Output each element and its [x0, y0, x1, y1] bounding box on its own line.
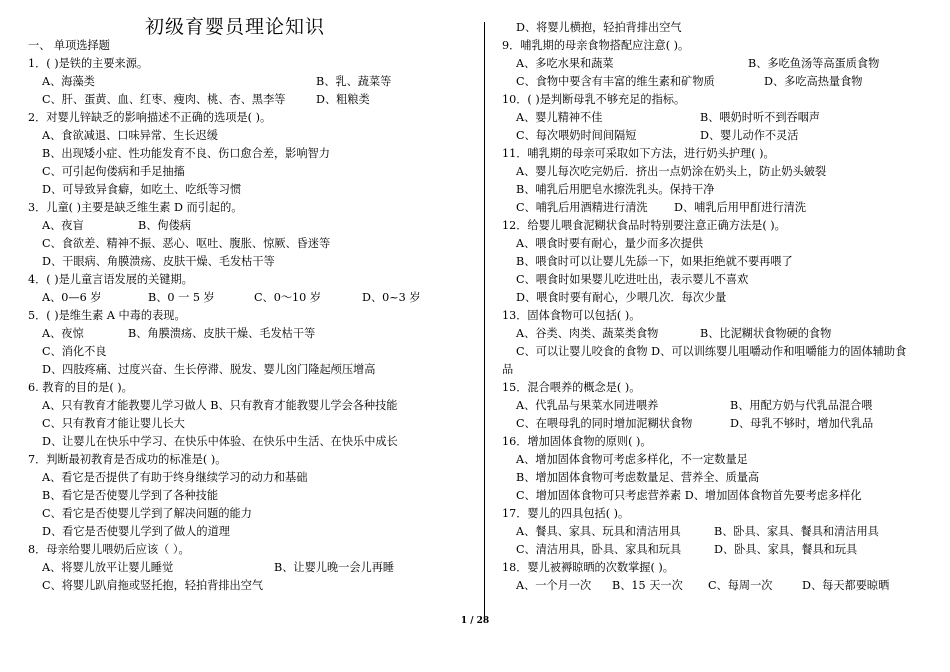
question-text: 16．增加固体食物的原则( )。 [502, 435, 652, 448]
question-text: 12．给婴儿喂食泥糊状食品时特别要注意正确方法是( )。 [502, 219, 786, 232]
option-text: B、多吃鱼汤等高蛋质食物 [748, 57, 880, 70]
option-text: B、比泥糊状食物硬的食物 [700, 327, 832, 340]
option-text: D、干眼病、角膜溃疡、皮肤干燥、毛发枯干等 [42, 255, 275, 268]
question-text: 2．对婴儿锌缺乏的影响描述不正确的选项是( )。 [28, 111, 272, 124]
question-text: 5．( )是维生素 A 中毒的表现。 [28, 309, 186, 322]
question-text: 7．判断最初教育是否成功的标准是( )。 [28, 453, 227, 466]
option-text: A、只有教育才能教婴儿学习做人 B、只有教育才能教婴儿学会各种技能 [42, 399, 398, 412]
option-text: C、消化不良 [42, 345, 107, 358]
option-text: A、将婴儿放平让婴儿睡觉 [42, 561, 174, 574]
page-number: 1 / 28 [460, 616, 490, 626]
option-text: C、可以让婴儿咬食的食物 D、可以训练婴儿咀嚼动作和咀嚼能力的固体辅助食 [516, 345, 907, 358]
option-text: C、肝、蛋黄、血、红枣、瘦肉、桃、杏、黑李等 [42, 93, 286, 106]
question-text: 13．固体食物可以包括( )。 [502, 309, 641, 322]
option-text: B、用配方奶与代乳品混合喂 [730, 399, 873, 412]
question-text: 8．母亲给婴儿喂奶后应该（ ）。 [28, 543, 190, 556]
question-text: 10．( )是判断母乳不够充足的指标。 [502, 93, 686, 106]
option-text: A、婴儿每次吃完奶后．挤出一点奶涂在奶头上，防止奶头皴裂 [516, 165, 827, 178]
option-text: B、喂食时可以让婴儿先舔一下，如果拒绝就不要再喂了 [516, 255, 793, 268]
option-text: A、夜盲 [42, 219, 84, 232]
option-text: C、看它是否使婴儿学到了解决问题的能力 [42, 507, 252, 520]
option-text: A、婴儿精神不佳 [516, 111, 603, 124]
option-text: D、哺乳后用甲酊进行清洗 [674, 201, 807, 214]
option-text: A、夜惊 [42, 327, 84, 340]
option-text: A、餐具、家具、玩具和清洁用具 [516, 525, 681, 538]
option-text: B、乳、蔬菜等 [316, 75, 392, 88]
option-text: D、可导致异食癖，如吃土、吃纸等习惯 [42, 183, 242, 196]
option-text: B、15 天一次 [612, 579, 683, 592]
option-text: B、哺乳后用肥皂水擦洗乳头。保持干净 [516, 183, 715, 196]
option-text: D、将婴儿横抱，轻拍背排出空气 [516, 21, 682, 34]
option-text: D、每天都要晾晒 [802, 579, 890, 592]
option-text: C、食物中要含有丰富的维生素和矿物质 [516, 75, 715, 88]
option-text: B、角膜溃疡、皮肤干燥、毛发枯干等 [128, 327, 316, 340]
question-text: 18．婴儿被褥晾晒的次数掌握( )。 [502, 561, 674, 574]
option-text: A、代乳品与果菜水同进喂养 [516, 399, 659, 412]
question-text: 4．( )是儿童言语发展的关键期。 [28, 273, 193, 286]
option-text: B、卧具、家具、餐具和清洁用具 [714, 525, 879, 538]
option-text: C、每次喂奶时间间隔短 [516, 129, 637, 142]
option-text: C、哺乳后用酒精进行清洗 [516, 201, 648, 214]
option-text: C、只有教育才能让婴儿长大 [42, 417, 185, 430]
option-text: A、看它是否提供了有助于终身继续学习的动力和基础 [42, 471, 308, 484]
option-text: D、婴儿动作不灵活 [700, 129, 799, 142]
option-text: D、多吃高热量食物 [764, 75, 863, 88]
option-text: A、喂食时要有耐心，量少而多次提供 [516, 237, 704, 250]
question-text: 品 [502, 363, 514, 376]
option-text: D、母乳不够时，增加代乳品 [730, 417, 874, 430]
option-text: D、让婴儿在快乐中学习、在快乐中体验、在快乐中生活、在快乐中成长 [42, 435, 398, 448]
option-text: B、喂奶时听不到吞咽声 [700, 111, 821, 124]
question-text: 6. 教育的目的是( )。 [28, 381, 133, 394]
option-text: C、将婴儿趴肩拖或竖托抱，轻拍背排出空气 [42, 579, 264, 592]
option-text: A、一个月一次 [516, 579, 592, 592]
option-text: A、多吃水果和蔬菜 [516, 57, 614, 70]
question-text: 一、 单项选择题 [28, 39, 110, 52]
option-text: C、喂食时如果婴儿吃进吐出，表示婴儿不喜欢 [516, 273, 749, 286]
option-text: B、让婴儿晚一会儿再睡 [274, 561, 395, 574]
question-text: 11．哺乳期的母亲可采取如下方法，进行奶头护理( )。 [502, 147, 775, 160]
option-text: C、食欲差、精神不振、恶心、呕吐、腹胀、惊厥、昏迷等 [42, 237, 331, 250]
question-text: 17．婴儿的四具包括( )。 [502, 507, 630, 520]
option-text: B、看它是否使婴儿学到了各种技能 [42, 489, 219, 502]
option-text: C、清洁用具，卧具、家具和玩具 [516, 543, 682, 556]
question-text: 9．哺乳期的母亲食物搭配应注意( )。 [502, 39, 690, 52]
option-text: A、增加固体食物可考虑多样化，不一定数量足 [516, 453, 748, 466]
question-text: 3．儿童( )主要是缺乏维生素 D 而引起的。 [28, 201, 243, 214]
column-divider [484, 22, 485, 622]
option-text: D、四肢疼痛、过度兴奋、生长停滞、脱发、婴儿囟门隆起颅压增高 [42, 363, 376, 376]
option-text: C、可引起佝偻病和手足抽搐 [42, 165, 185, 178]
option-text: D、喂食时要有耐心，少喂几次．每次少量 [516, 291, 727, 304]
option-text: B、佝偻病 [138, 219, 191, 232]
option-text: B、增加固体食物可考虑数量足、营养全、质量高 [516, 471, 760, 484]
option-text: B、0 一 5 岁 [148, 291, 215, 304]
option-text: C、0～10 岁 [254, 291, 322, 304]
option-text: D、卧具、家具，餐具和玩具 [714, 543, 858, 556]
option-text: D、看它是否使婴儿学到了做人的道理 [42, 525, 230, 538]
question-text: 1．( )是铁的主要来源。 [28, 57, 149, 70]
option-text: C、在喂母乳的同时增加泥糊状食物 [516, 417, 693, 430]
option-text: A、0—6 岁 [42, 291, 102, 304]
option-text: B、出现矮小症、性功能发育不良、伤口愈合差，影响智力 [42, 147, 330, 160]
option-text: D、粗粮类 [316, 93, 370, 106]
page-title: 初级育婴员理论知识 [144, 16, 325, 38]
option-text: D、0~3 岁 [362, 291, 421, 304]
option-text: A、食欲减退、口味异常、生长迟缓 [42, 129, 218, 142]
option-text: C、增加固体食物可只考虑营养素 D、增加固体食物首先要考虑多样化 [516, 489, 862, 502]
option-text: C、每周一次 [708, 579, 773, 592]
question-text: 15．混合喂养的概念是( )。 [502, 381, 641, 394]
option-text: A、谷类、肉类、蔬菜类食物 [516, 327, 659, 340]
option-text: A、海藻类 [42, 75, 95, 88]
